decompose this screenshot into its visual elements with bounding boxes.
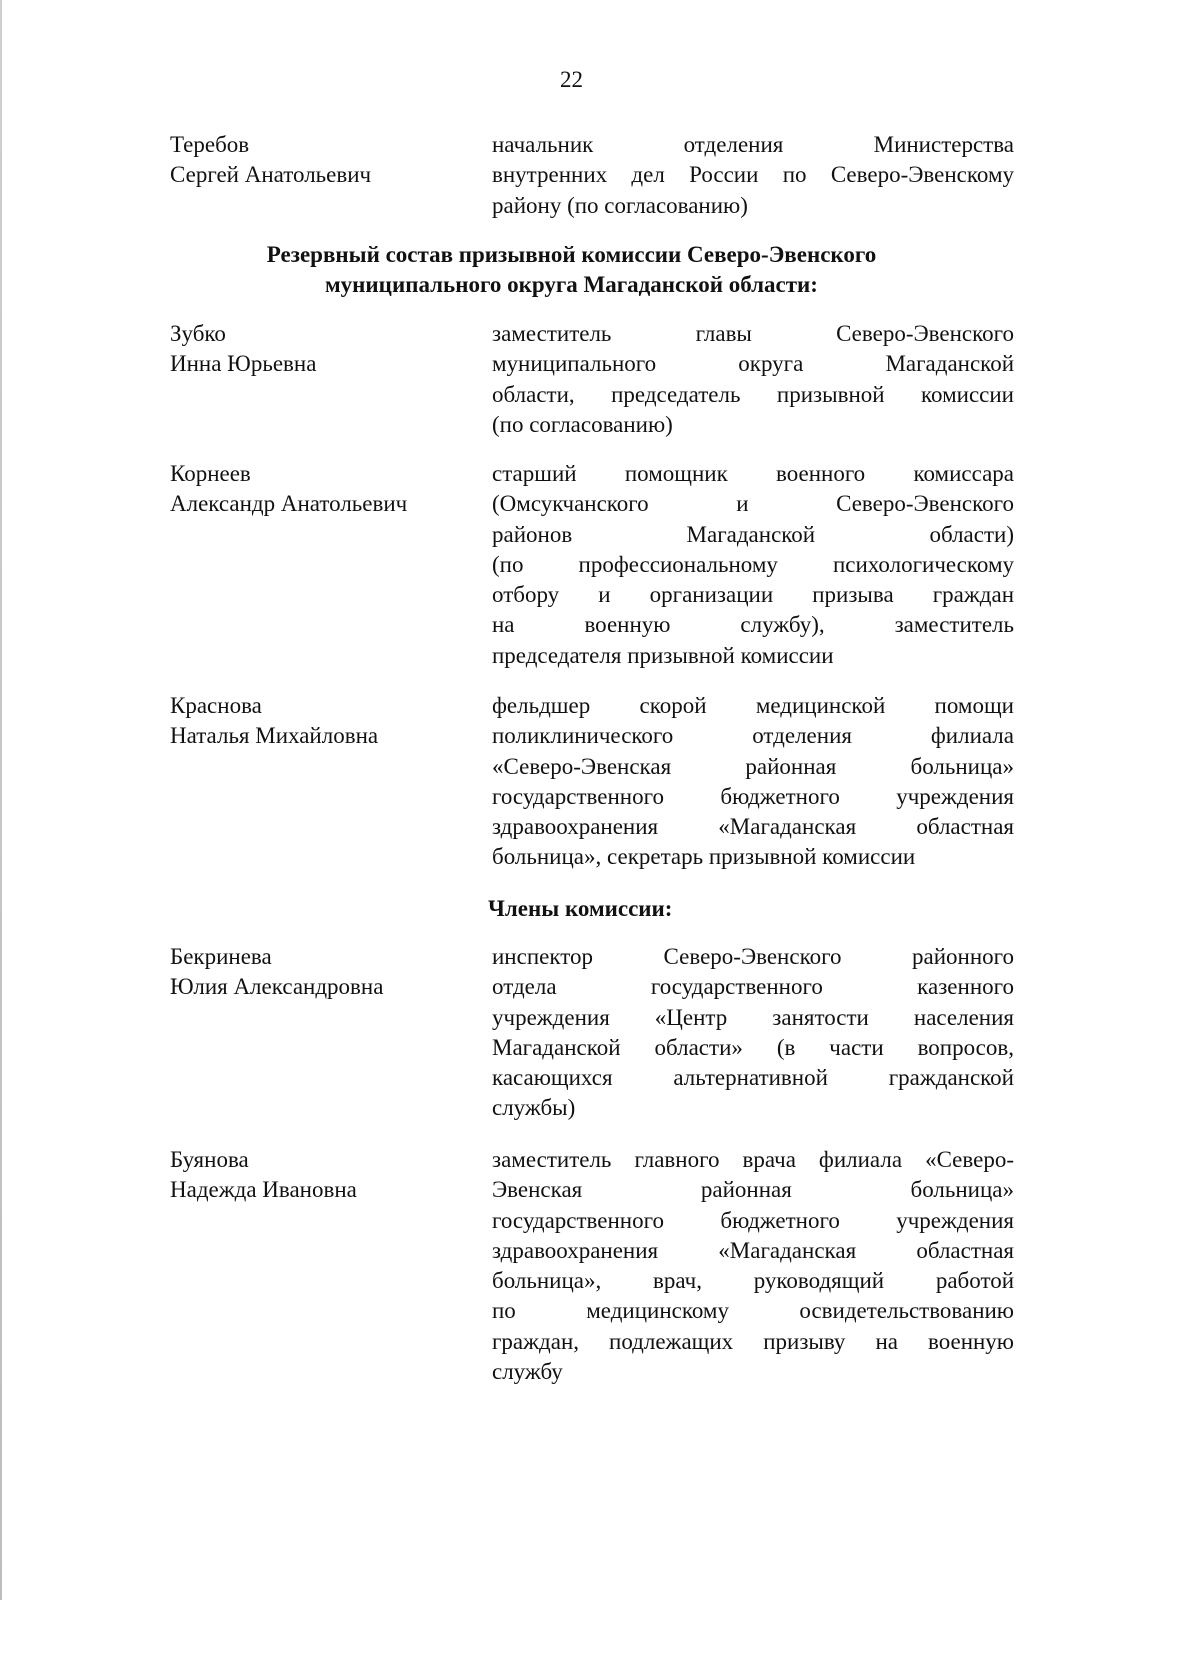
person-role	[492, 942, 1014, 1124]
person-given-names: Сергей Анатольевич	[170, 162, 372, 188]
person-surname: Буянова	[170, 1147, 249, 1172]
role-line: отбору и организации призыва граждан	[492, 582, 1014, 608]
person-role	[492, 1145, 1014, 1387]
person-role	[492, 319, 1014, 440]
role-line: старший помощник военного комиссара	[492, 461, 1014, 486]
person-name	[170, 691, 470, 752]
person-surname: Корнеев	[170, 461, 251, 486]
person-role	[492, 130, 1014, 221]
reserve-heading-line: Резервный состав призывной комиссии Северо-Эвенского	[266, 242, 877, 267]
person-given-names: Александр Анатольевич	[170, 491, 408, 517]
role-line: фельдшер скорой медицинской помощи	[492, 693, 1014, 718]
person-given-names: Инна Юрьевна	[170, 351, 317, 377]
role-line: по медицинскому освидетельствованию	[492, 1298, 1014, 1324]
role-line: здравоохранения «Магаданская областная	[492, 1237, 1014, 1263]
person-surname: Зубко	[170, 321, 226, 346]
role-line: (Омсукчанского и Северо-Эвенского	[492, 491, 1014, 517]
role-line: (по согласованию)	[492, 411, 673, 437]
role-line: Магаданской области» (в части вопросов,	[492, 1034, 1014, 1060]
person-name	[170, 319, 470, 380]
person-name	[170, 1145, 470, 1206]
role-line: граждан, подлежащих призыву на военную	[492, 1328, 1014, 1354]
role-line: заместитель главы Северо-Эвенского	[492, 321, 1014, 346]
role-line: (по профессиональному психологическому	[492, 551, 1014, 577]
role-line: государственного бюджетного учреждения	[492, 783, 1014, 809]
person-name	[170, 130, 470, 191]
role-line: службу	[492, 1359, 563, 1385]
person-given-names: Юлия Александровна	[170, 974, 384, 1000]
role-line: районов Магаданской области)	[492, 521, 1014, 547]
person-surname: Теребов	[170, 132, 250, 157]
role-line: учреждения «Центр занятости населения	[492, 1004, 1014, 1030]
role-line: председателя призывной комиссии	[492, 642, 834, 668]
role-line: службы)	[492, 1095, 576, 1121]
role-line: государственного бюджетного учреждения	[492, 1207, 1014, 1233]
person-name	[170, 942, 470, 1003]
person-entry	[170, 691, 1015, 876]
members-heading: Члены комиссии:	[488, 896, 673, 921]
role-line: здравоохранения «Магаданская областная	[492, 814, 1014, 840]
person-entry	[170, 942, 1015, 1127]
role-line: району (по согласованию)	[492, 192, 748, 218]
role-line: отдела государственного казенного	[492, 974, 1014, 1000]
person-name	[170, 459, 470, 520]
role-line: «Северо-Эвенская районная больница»	[492, 753, 1014, 779]
role-line: внутренних дел России по Северо-Эвенскому	[492, 162, 1014, 188]
reserve-heading	[0, 240, 1143, 301]
person-given-names: Надежда Ивановна	[170, 1177, 357, 1203]
person-given-names: Наталья Михайловна	[170, 723, 379, 749]
role-line: заместитель главного врача филиала «Северо-	[492, 1147, 1014, 1172]
person-role	[492, 459, 1014, 671]
role-line: начальник отделения Министерства	[492, 132, 1014, 157]
person-entry	[170, 319, 1015, 444]
page-number: 22	[560, 67, 583, 92]
role-line: Эвенская районная больница»	[492, 1177, 1014, 1203]
person-entry	[170, 1145, 1015, 1390]
person-entry	[170, 459, 1015, 674]
role-line: на военную службу), заместитель	[492, 612, 1014, 638]
role-line: муниципального округа Магаданской	[492, 351, 1014, 377]
reserve-heading-line: муниципального округа Магаданской области:	[325, 272, 818, 298]
role-line: области, председатель призывной комиссии	[492, 381, 1014, 407]
role-line: инспектор Северо-Эвенского районного	[492, 944, 1014, 969]
person-surname: Краснова	[170, 693, 262, 718]
person-role	[492, 691, 1014, 873]
role-line: больница», врач, руководящий работой	[492, 1268, 1014, 1294]
role-line: поликлинического отделения филиала	[492, 723, 1014, 749]
role-line: больница», секретарь призывной комиссии	[492, 844, 916, 870]
role-line: касающихся альтернативной гражданской	[492, 1065, 1014, 1091]
person-entry	[170, 130, 1015, 225]
person-surname: Бекринева	[170, 944, 272, 969]
